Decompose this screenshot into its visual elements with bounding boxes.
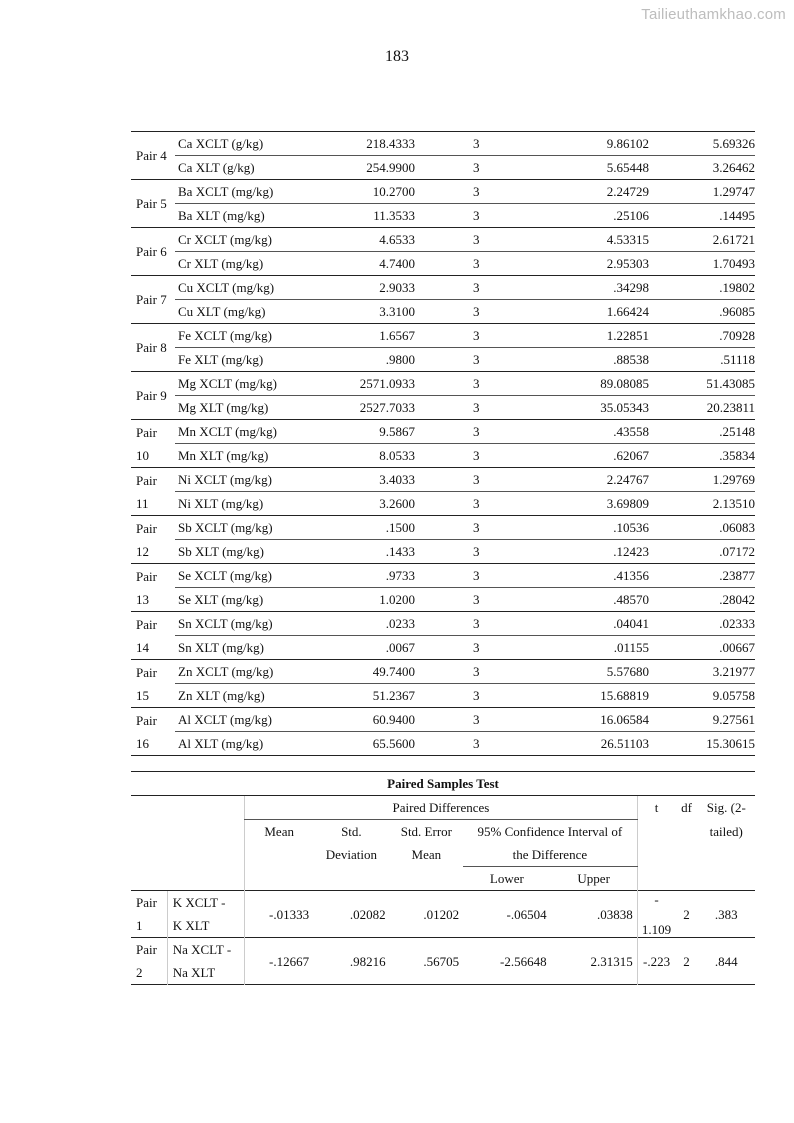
n-cell: 3 <box>423 516 523 540</box>
n-cell: 3 <box>423 300 523 324</box>
variable-label: Fe XLT (mg/kg) <box>175 348 320 372</box>
se-cell: .07172 <box>649 540 755 564</box>
stats-row <box>131 300 755 324</box>
upper-header: Upper <box>577 871 610 886</box>
sd-cell: 2.24729 <box>523 180 649 204</box>
mean-cell: 11.3533 <box>320 204 423 228</box>
n-cell: 3 <box>423 468 523 492</box>
stats-row <box>131 492 755 516</box>
variable-label: Al XCLT (mg/kg) <box>175 708 320 732</box>
sd-cell: 89.08085 <box>523 372 649 396</box>
se-cell: .70928 <box>649 324 755 348</box>
sd-cell: .41356 <box>523 564 649 588</box>
sig-cell: .844 <box>698 938 755 985</box>
sd-cell: .88538 <box>523 348 649 372</box>
variable-label: Cr XLT (mg/kg) <box>175 252 320 276</box>
se-cell: 9.27561 <box>649 708 755 732</box>
se-cell: .23877 <box>649 564 755 588</box>
pair-label: Pair 6 <box>131 228 175 276</box>
mean-cell: -.12667 <box>245 938 313 985</box>
n-cell: 3 <box>423 132 523 156</box>
se-cell: .00667 <box>649 636 755 660</box>
n-cell: 3 <box>423 324 523 348</box>
n-cell: 3 <box>423 396 523 420</box>
variable-label: K XCLT - K XLT <box>167 891 244 938</box>
stats-row <box>131 420 755 444</box>
se-cell: 2.61721 <box>649 228 755 252</box>
std-header-1: Std. <box>341 824 362 839</box>
n-cell: 3 <box>423 156 523 180</box>
mean-cell: 218.4333 <box>320 132 423 156</box>
sd-cell: .43558 <box>523 420 649 444</box>
sd-cell: .01155 <box>523 636 649 660</box>
stats-row <box>131 612 755 636</box>
sd-cell: .10536 <box>523 516 649 540</box>
sd-cell: 9.86102 <box>523 132 649 156</box>
test-row <box>131 891 755 938</box>
stats-row <box>131 372 755 396</box>
df-header: df <box>681 800 692 816</box>
pair-label: Pair 11 <box>131 468 175 516</box>
df-cell: 2 <box>675 938 697 985</box>
sd-cell: .12423 <box>523 540 649 564</box>
mean-cell: 49.7400 <box>320 660 423 684</box>
se-cell: 5.69326 <box>649 132 755 156</box>
test-title: Paired Samples Test <box>131 772 755 796</box>
variable-label: Ca XCLT (g/kg) <box>175 132 320 156</box>
se-cell: 9.05758 <box>649 684 755 708</box>
sd-cell: 2.95303 <box>523 252 649 276</box>
pair-label: Pair 5 <box>131 180 175 228</box>
variable-label: Mn XLT (mg/kg) <box>175 444 320 468</box>
se-cell: 1.29769 <box>649 468 755 492</box>
se-cell: .28042 <box>649 588 755 612</box>
mean-cell: 2571.0933 <box>320 372 423 396</box>
sd-cell: .62067 <box>523 444 649 468</box>
watermark: Tailieuthamkhao.com <box>641 6 786 23</box>
variable-label: Ca XLT (g/kg) <box>175 156 320 180</box>
n-cell: 3 <box>423 180 523 204</box>
sd-cell: .02082 <box>313 891 389 938</box>
variable-label: Cu XLT (mg/kg) <box>175 300 320 324</box>
sd-cell: 35.05343 <box>523 396 649 420</box>
stats-row <box>131 684 755 708</box>
n-cell: 3 <box>423 228 523 252</box>
stats-row <box>131 444 755 468</box>
sd-cell: .04041 <box>523 612 649 636</box>
stats-row <box>131 156 755 180</box>
variable-label: Se XLT (mg/kg) <box>175 588 320 612</box>
upper-cell: 2.31315 <box>551 938 638 985</box>
stats-row <box>131 396 755 420</box>
stats-row <box>131 516 755 540</box>
mean-header: Mean <box>245 820 313 844</box>
df-cell: 2 <box>675 891 697 938</box>
paired-samples-statistics-table <box>131 131 755 756</box>
n-cell: 3 <box>423 660 523 684</box>
stats-row <box>131 564 755 588</box>
se-cell: .01202 <box>390 891 463 938</box>
mean-cell: .1500 <box>320 516 423 540</box>
variable-label: Ba XLT (mg/kg) <box>175 204 320 228</box>
paired-differences-header: Paired Differences <box>245 796 637 820</box>
mean-cell: 60.9400 <box>320 708 423 732</box>
n-cell: 3 <box>423 684 523 708</box>
variable-label: Ni XCLT (mg/kg) <box>175 468 320 492</box>
mean-cell: 4.7400 <box>320 252 423 276</box>
se-cell: 20.23811 <box>649 396 755 420</box>
n-cell: 3 <box>423 204 523 228</box>
pair-label: Pair 14 <box>131 612 175 660</box>
t-header: t <box>637 796 675 820</box>
n-cell: 3 <box>423 540 523 564</box>
mean-cell: 10.2700 <box>320 180 423 204</box>
variable-label: Ni XLT (mg/kg) <box>175 492 320 516</box>
n-cell: 3 <box>423 564 523 588</box>
mean-cell: 3.2600 <box>320 492 423 516</box>
sd-cell: .34298 <box>523 276 649 300</box>
sd-cell: .98216 <box>313 938 389 985</box>
variable-label: Sn XLT (mg/kg) <box>175 636 320 660</box>
se-cell: 2.13510 <box>649 492 755 516</box>
variable-label: Sn XCLT (mg/kg) <box>175 612 320 636</box>
se-cell: 51.43085 <box>649 372 755 396</box>
mean-cell: .0067 <box>320 636 423 660</box>
stats-row <box>131 276 755 300</box>
n-cell: 3 <box>423 420 523 444</box>
sd-cell: 26.51103 <box>523 732 649 756</box>
test-row <box>131 938 755 985</box>
n-cell: 3 <box>423 276 523 300</box>
n-cell: 3 <box>423 348 523 372</box>
pair-label: Pair 7 <box>131 276 175 324</box>
mean-cell: 51.2367 <box>320 684 423 708</box>
sd-cell: 16.06584 <box>523 708 649 732</box>
stats-row <box>131 732 755 756</box>
ci-header-1: 95% Confidence Interval of <box>477 824 623 839</box>
se-cell: .25148 <box>649 420 755 444</box>
mean-cell: .9733 <box>320 564 423 588</box>
mean-cell: -.01333 <box>245 891 313 938</box>
se-cell: .14495 <box>649 204 755 228</box>
mean-cell: .1433 <box>320 540 423 564</box>
pair-label: Pair 10 <box>131 420 175 468</box>
sd-cell: 5.65448 <box>523 156 649 180</box>
stats-row <box>131 660 755 684</box>
lower-cell: -2.56648 <box>463 938 551 985</box>
variable-label: Cu XCLT (mg/kg) <box>175 276 320 300</box>
sd-cell: 5.57680 <box>523 660 649 684</box>
mean-cell: 2527.7033 <box>320 396 423 420</box>
stats-row <box>131 252 755 276</box>
se-cell: .19802 <box>649 276 755 300</box>
se-cell: .02333 <box>649 612 755 636</box>
pair-label: Pair 4 <box>131 132 175 180</box>
t-cell: - 1.109 <box>637 891 675 938</box>
mean-cell: 2.9033 <box>320 276 423 300</box>
mean-cell: 4.6533 <box>320 228 423 252</box>
pair-label: Pair 9 <box>131 372 175 420</box>
n-cell: 3 <box>423 252 523 276</box>
stats-row <box>131 468 755 492</box>
stats-row <box>131 636 755 660</box>
variable-label: Mg XCLT (mg/kg) <box>175 372 320 396</box>
stats-row <box>131 588 755 612</box>
mean-cell: 1.0200 <box>320 588 423 612</box>
lower-header: Lower <box>489 871 524 886</box>
stats-row <box>131 204 755 228</box>
se-header-1: Std. Error <box>400 824 452 839</box>
mean-cell: 8.0533 <box>320 444 423 468</box>
mean-cell: 3.4033 <box>320 468 423 492</box>
mean-cell: .0233 <box>320 612 423 636</box>
page-number: 183 <box>385 48 409 65</box>
sd-cell: 1.66424 <box>523 300 649 324</box>
variable-label: Mn XCLT (mg/kg) <box>175 420 320 444</box>
stats-row <box>131 540 755 564</box>
variable-label: Ba XCLT (mg/kg) <box>175 180 320 204</box>
mean-cell: .9800 <box>320 348 423 372</box>
sd-cell: .48570 <box>523 588 649 612</box>
variable-label: Na XCLT - Na XLT <box>167 938 244 985</box>
paired-samples-test-table <box>131 771 755 985</box>
variable-label: Sb XLT (mg/kg) <box>175 540 320 564</box>
sd-cell: 3.69809 <box>523 492 649 516</box>
stats-row <box>131 324 755 348</box>
sd-cell: 15.68819 <box>523 684 649 708</box>
sd-cell: 4.53315 <box>523 228 649 252</box>
pair-label: Pair 2 <box>131 938 167 985</box>
se-cell: .56705 <box>390 938 463 985</box>
mean-cell: 9.5867 <box>320 420 423 444</box>
n-cell: 3 <box>423 372 523 396</box>
n-cell: 3 <box>423 636 523 660</box>
pair-label: Pair 8 <box>131 324 175 372</box>
pair-label: Pair 15 <box>131 660 175 708</box>
pair-label: Pair 16 <box>131 708 175 756</box>
sig-header-2: tailed) <box>709 823 743 839</box>
variable-label: Mg XLT (mg/kg) <box>175 396 320 420</box>
n-cell: 3 <box>423 588 523 612</box>
pair-label: Pair 13 <box>131 564 175 612</box>
variable-label: Al XLT (mg/kg) <box>175 732 320 756</box>
stats-row <box>131 708 755 732</box>
upper-cell: .03838 <box>551 891 638 938</box>
stats-row <box>131 228 755 252</box>
mean-cell: 65.5600 <box>320 732 423 756</box>
stats-row <box>131 180 755 204</box>
lower-cell: -.06504 <box>463 891 551 938</box>
pair-label: Pair 1 <box>131 891 167 938</box>
se-cell: 15.30615 <box>649 732 755 756</box>
mean-cell: 3.3100 <box>320 300 423 324</box>
stats-row <box>131 348 755 372</box>
stats-row <box>131 132 755 156</box>
se-cell: 3.21977 <box>649 660 755 684</box>
se-cell: .06083 <box>649 516 755 540</box>
std-header-2: Deviation <box>325 847 378 863</box>
variable-label: Fe XCLT (mg/kg) <box>175 324 320 348</box>
variable-label: Cr XCLT (mg/kg) <box>175 228 320 252</box>
n-cell: 3 <box>423 612 523 636</box>
se-cell: .96085 <box>649 300 755 324</box>
variable-label: Zn XCLT (mg/kg) <box>175 660 320 684</box>
n-cell: 3 <box>423 444 523 468</box>
t-cell: -.223 <box>637 938 675 985</box>
mean-cell: 1.6567 <box>320 324 423 348</box>
n-cell: 3 <box>423 732 523 756</box>
sd-cell: .25106 <box>523 204 649 228</box>
n-cell: 3 <box>423 492 523 516</box>
pair-label: Pair 12 <box>131 516 175 564</box>
variable-label: Zn XLT (mg/kg) <box>175 684 320 708</box>
mean-cell: 254.9900 <box>320 156 423 180</box>
se-cell: 1.29747 <box>649 180 755 204</box>
se-cell: .35834 <box>649 444 755 468</box>
se-cell: 3.26462 <box>649 156 755 180</box>
se-cell: 1.70493 <box>649 252 755 276</box>
sig-header-1: Sig. (2- <box>706 800 746 816</box>
sig-cell: .383 <box>698 891 755 938</box>
sd-cell: 1.22851 <box>523 324 649 348</box>
variable-label: Sb XCLT (mg/kg) <box>175 516 320 540</box>
se-header-2: Mean <box>411 847 442 863</box>
ci-header-2: the Difference <box>463 843 637 867</box>
se-cell: .51118 <box>649 348 755 372</box>
n-cell: 3 <box>423 708 523 732</box>
sd-cell: 2.24767 <box>523 468 649 492</box>
variable-label: Se XCLT (mg/kg) <box>175 564 320 588</box>
